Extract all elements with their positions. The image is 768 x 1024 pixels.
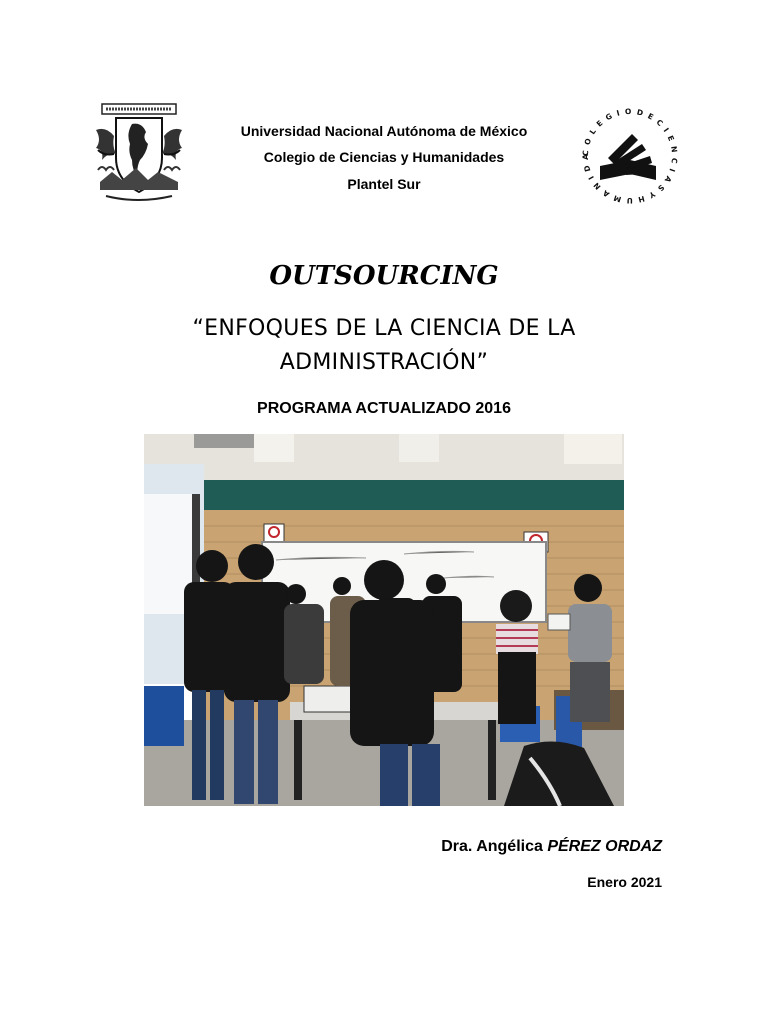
- document-date: Enero 2021: [587, 874, 662, 890]
- program-label: PROGRAMA ACTUALIZADO 2016: [257, 400, 511, 417]
- cch-logo: [578, 104, 682, 208]
- document-title: OUTSOURCING: [269, 261, 499, 291]
- classroom-photo: [144, 434, 624, 806]
- subtitle-line-1: “ENFOQUES DE LA CIENCIA DE LA: [192, 316, 576, 341]
- document-subtitle: [120, 312, 648, 380]
- author-name: [441, 836, 662, 858]
- author-surname: PÉREZ ORDAZ: [547, 838, 662, 855]
- svg-text:C O L E G I O D E C I E N C: C O L E G I O D E C I E N C I A S Y H U M A N I D A: [580, 106, 680, 206]
- unam-seal-logo: [92, 100, 186, 204]
- author-prefix: Dra. Angélica: [441, 838, 548, 855]
- campus-name: Plantel Sur: [347, 176, 421, 192]
- subtitle-line-2: ADMINISTRACIÓN”: [279, 350, 489, 375]
- college-name: Colegio de Ciencias y Humanidades: [263, 149, 505, 165]
- institution-name: Universidad Nacional Autónoma de México: [240, 123, 528, 139]
